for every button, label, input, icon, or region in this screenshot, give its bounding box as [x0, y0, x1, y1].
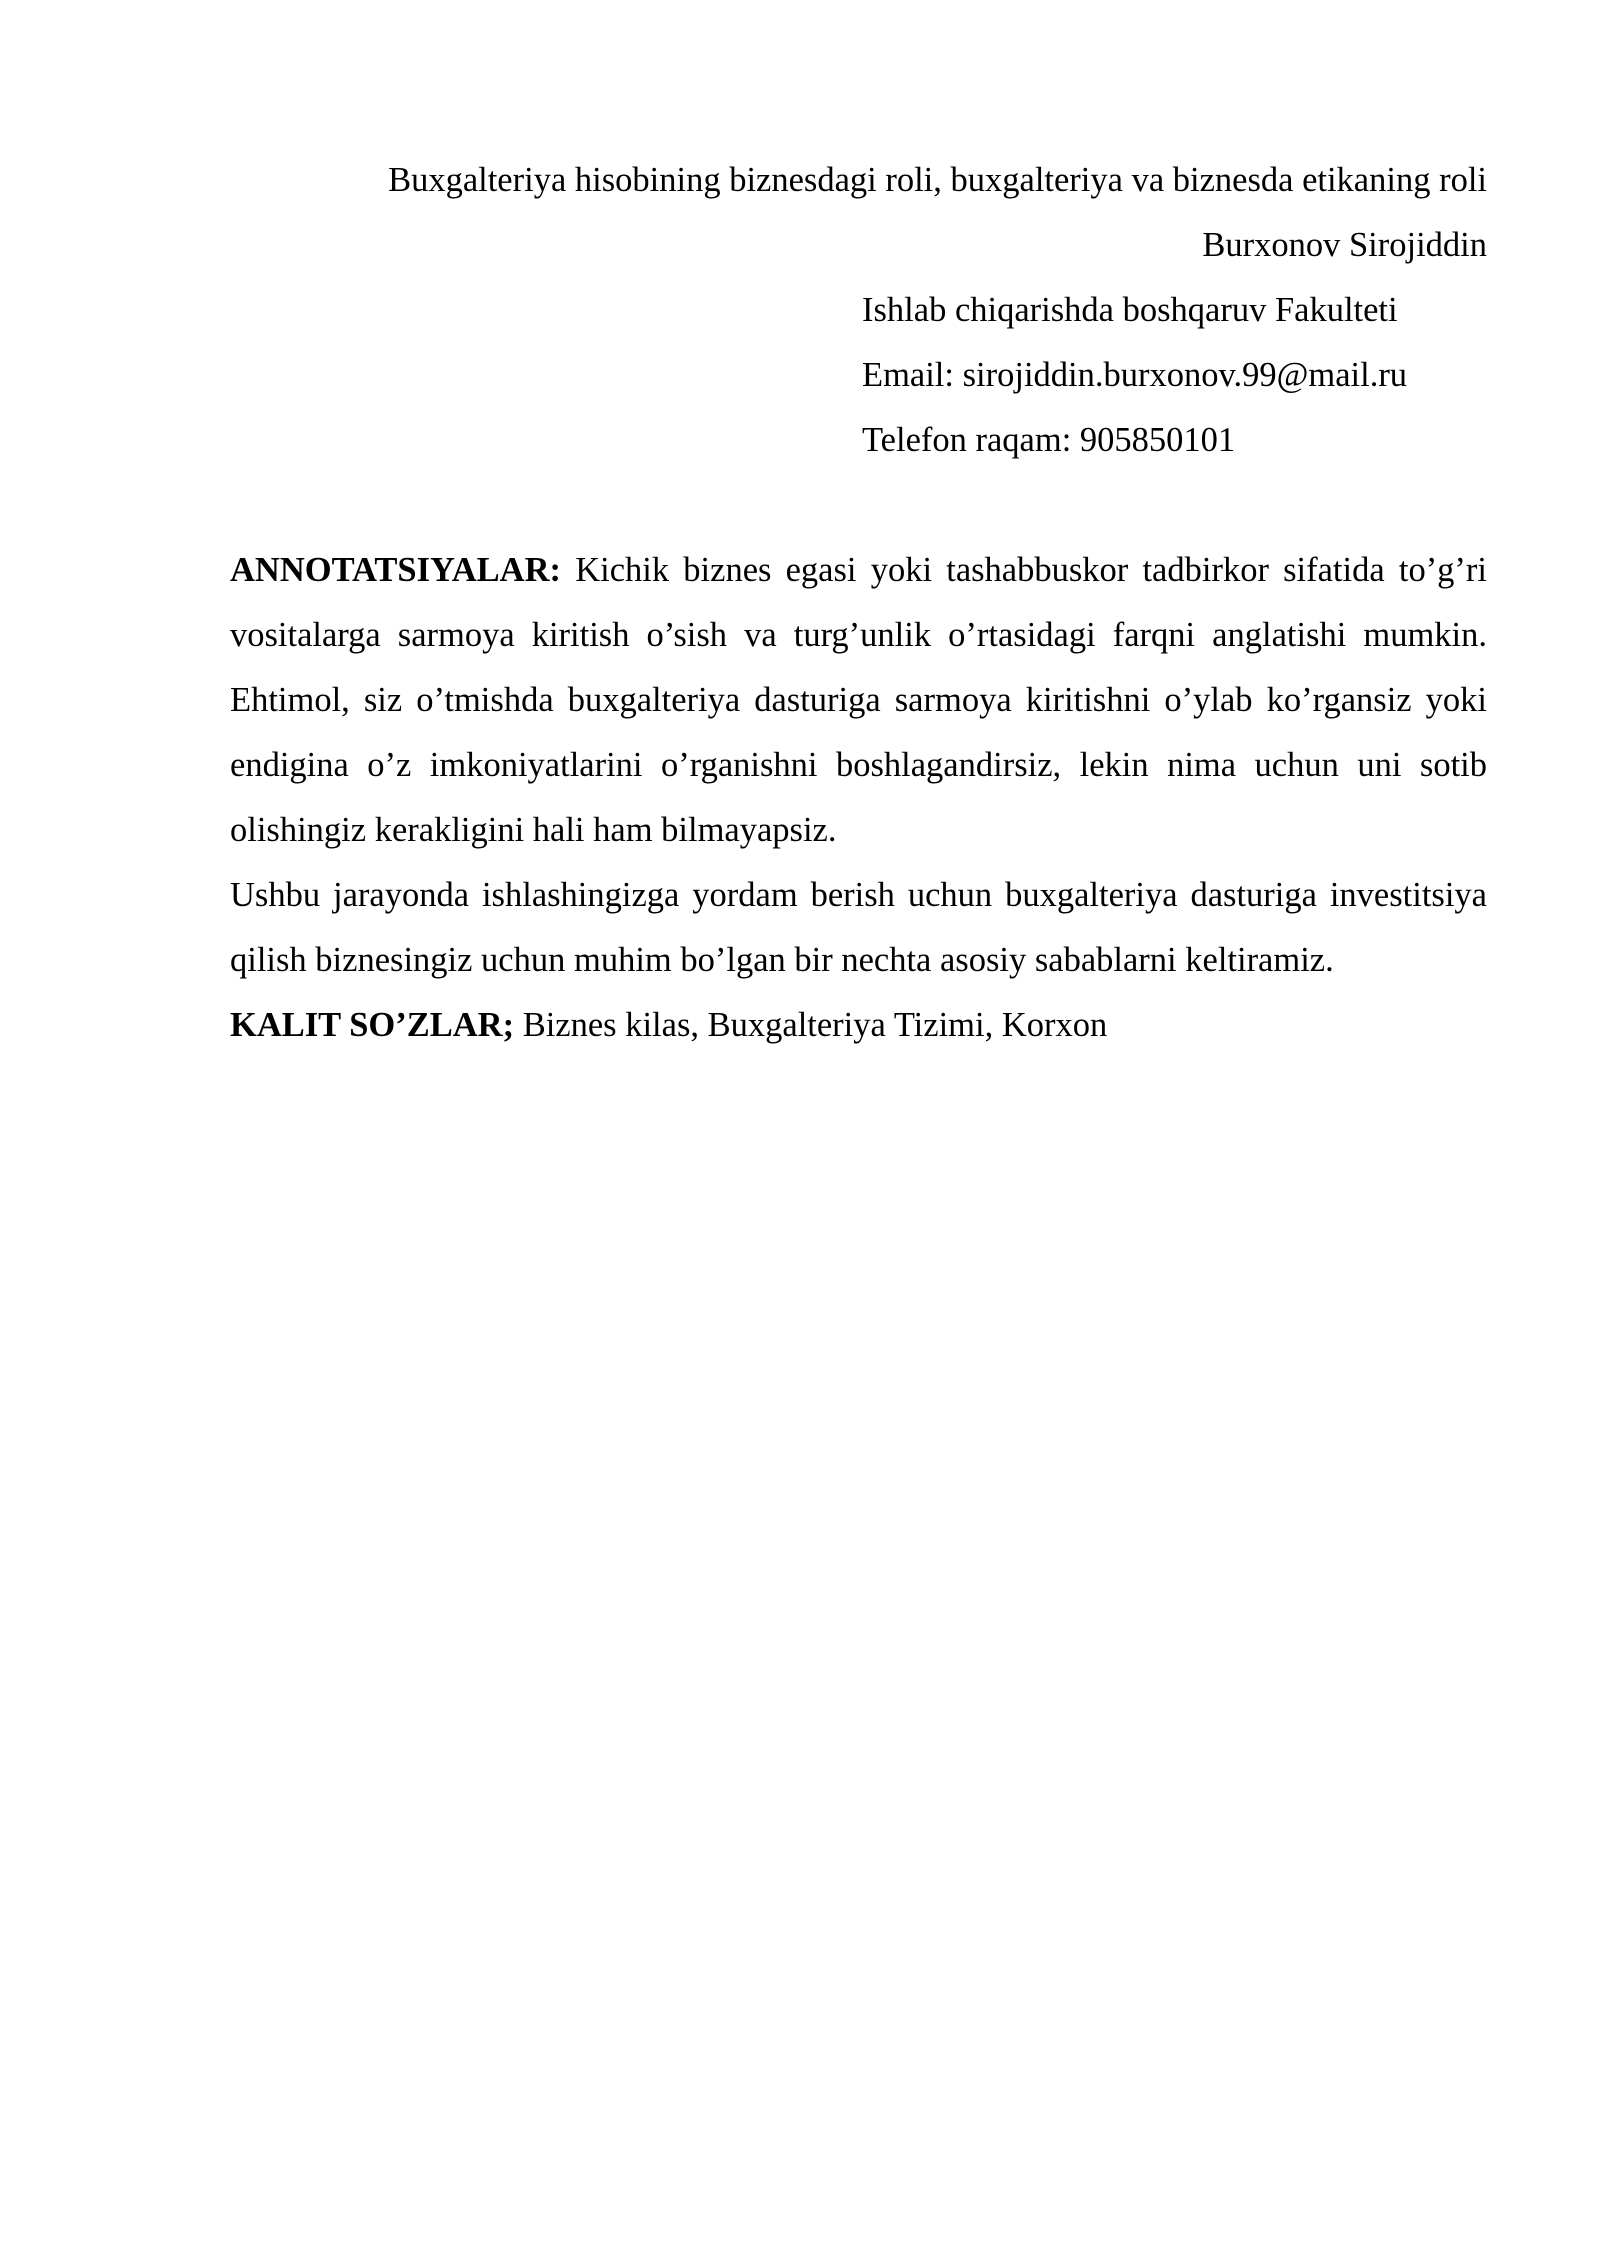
keywords-text: Biznes kilas, Buxgalteriya Tizimi, Korxon	[514, 1006, 1108, 1044]
author-meta	[862, 278, 1487, 473]
document-title: Buxgalteriya hisobining biznesdagi roli, buxgalteriya va biznesda etikaning roli	[388, 161, 1487, 199]
faculty-line: Ishlab chiqarishda boshqaruv Fakulteti	[862, 291, 1398, 329]
author-name: Burxonov Sirojiddin	[1202, 226, 1487, 264]
document-page	[230, 148, 1487, 1058]
abstract-text: Kichik biznes egasi yoki tashabbuskor tadbirkor sifatida to’g’ri vositalarga sarmoya kiritish o’sish va turg’unlik o’rtasidagi farqni anglatishi mumkin. Ehtimol, siz o’tmishda buxgalteriya dasturiga sarmoya kiritishni o’ylab ko’rgansiz yoki endigina o’z imkoniyatlarini o’rganishni boshlagandirsiz, lekin nima uchun uni sotib olishingiz kerakligini hali ham bilmayapsiz.	[230, 551, 1487, 849]
keywords-label: KALIT SO’ZLAR;	[230, 1006, 515, 1044]
abstract-label: ANNOTATSIYALAR:	[230, 551, 562, 589]
abstract-paragraph	[230, 538, 1487, 863]
section-spacer	[230, 473, 1487, 538]
email-line: Email: sirojiddin.burxonov.99@mail.ru	[862, 356, 1408, 394]
keywords-paragraph	[230, 993, 1487, 1058]
abstract-paragraph-2: Ushbu jarayonda ishlashingizga yordam berish uchun buxgalteriya dasturiga investitsiya qilish biznesingiz uchun muhim bo’lgan bir nechta asosiy sabablarni keltiramiz.	[230, 876, 1487, 979]
phone-line: Telefon raqam: 905850101	[862, 421, 1236, 459]
